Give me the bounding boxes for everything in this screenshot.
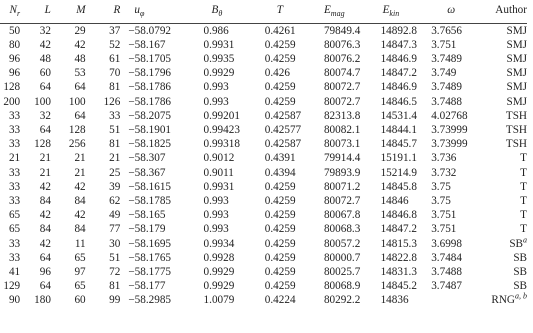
table-cell: 42	[39, 180, 51, 193]
table-cell: 3.73999	[431, 138, 468, 151]
table-row	[0, 194, 527, 208]
column-header-label: B	[211, 4, 219, 16]
table-cell: 80072.7	[323, 194, 361, 207]
author-label: SMJ	[506, 24, 527, 37]
table-cell: 33	[8, 138, 21, 151]
table-cell: 64	[39, 123, 51, 136]
table-cell: 81	[109, 138, 121, 151]
table-cell: −58.1705	[128, 52, 172, 65]
table-cell: 33	[8, 180, 21, 193]
results-table	[0, 3, 527, 308]
table-cell: 72	[109, 265, 121, 278]
table-row	[0, 137, 527, 151]
table-cell: 0.4259	[264, 95, 296, 108]
table-cell: 0.993	[203, 95, 229, 108]
table-cell: 48	[39, 52, 51, 65]
table-cell: 0.9012	[203, 152, 235, 165]
column-header	[20, 3, 51, 23]
table-cell: 0.99423	[203, 123, 240, 136]
table-cell: 21	[8, 152, 21, 165]
table-cell: 0.9931	[203, 38, 235, 51]
table-row	[0, 66, 527, 80]
table-cell: 0.9934	[203, 237, 235, 250]
table-cell: 29	[51, 23, 86, 38]
table-cell: 81	[109, 280, 121, 293]
table-cell: 51	[109, 123, 121, 136]
table-row	[0, 208, 527, 222]
table-cell: 42	[39, 237, 51, 250]
table-cell: 90	[8, 294, 21, 307]
table-cell: 0.426	[264, 67, 290, 80]
author-cell	[491, 265, 527, 279]
table-cell: 200	[3, 95, 21, 108]
table-cell: 79849.4	[324, 23, 375, 38]
table-cell: 0.4259	[264, 223, 296, 236]
column-header-subscript: θ	[218, 9, 223, 19]
table-row	[0, 80, 527, 94]
table-cell: 0.42577	[264, 123, 302, 136]
table-cell: 14846.9	[380, 81, 417, 94]
table-cell: 256	[68, 138, 86, 151]
table-cell: 80072.7	[323, 81, 361, 94]
author-label: T	[520, 152, 527, 165]
table-cell: −58.1796	[128, 67, 172, 80]
column-header	[261, 3, 324, 23]
table-cell: 65	[74, 280, 86, 293]
table-cell: 100	[34, 95, 51, 108]
footnote-marker: a, b	[515, 291, 527, 301]
table-cell: 96	[8, 52, 21, 65]
header-row	[0, 3, 527, 23]
table-cell: 50	[0, 23, 20, 38]
column-header-label: N	[9, 4, 18, 16]
column-header-subscript: φ	[139, 9, 145, 19]
table-cell: 0.9929	[203, 265, 235, 278]
table-cell: 84	[74, 194, 86, 207]
table-cell: −58.1901	[128, 123, 172, 136]
table-row	[0, 251, 527, 265]
table-cell: 79893.9	[323, 166, 361, 179]
author-cell	[491, 234, 527, 251]
table-cell: 0.9935	[203, 52, 235, 65]
table-cell: −58.179	[128, 223, 166, 236]
table-cell: −58.1615	[128, 180, 172, 193]
author-cell	[491, 180, 527, 194]
author-label: T	[520, 180, 527, 193]
table-cell: 0.42587	[264, 109, 302, 122]
author-cell	[491, 222, 527, 236]
author-label: SMJ	[506, 52, 527, 65]
table-cell: 3.6998	[431, 237, 462, 250]
table-row	[0, 52, 527, 66]
table-cell: 80076.3	[323, 38, 361, 51]
table-cell: 0.99318	[203, 138, 240, 151]
table-row	[0, 222, 527, 236]
table-cell: 3.7487	[431, 280, 462, 293]
column-header-subscript: mag	[330, 9, 345, 19]
table-cell: 3.7656	[431, 23, 491, 38]
table-cell: 180	[34, 294, 51, 307]
table-cell: −58.2075	[128, 109, 172, 122]
column-header-label: u	[134, 4, 140, 16]
table-cell: 128	[3, 81, 21, 94]
table-row	[0, 293, 527, 307]
table-cell: 21	[39, 166, 51, 179]
table-cell: 79914.4	[323, 152, 361, 165]
table-cell: 42	[39, 38, 51, 51]
table-cell: 65	[74, 251, 86, 264]
author-cell	[491, 151, 527, 165]
table-cell: 21	[109, 152, 121, 165]
table-cell: 52	[109, 38, 121, 51]
table-cell: −58.367	[128, 166, 166, 179]
table-row	[0, 123, 527, 137]
table-row	[0, 151, 527, 165]
table-cell: 0.9929	[203, 280, 235, 293]
table-cell: 64	[39, 81, 51, 94]
table-cell: 21	[39, 152, 51, 165]
table-cell: 60	[74, 294, 86, 307]
table-cell: 0.993	[203, 209, 229, 222]
table-cell: 53	[74, 67, 86, 80]
author-cell	[491, 251, 527, 265]
table-cell: 42	[74, 180, 86, 193]
column-header-label: Author	[495, 4, 527, 16]
table-cell: 97	[74, 265, 86, 278]
table-cell: 65	[8, 223, 21, 236]
table-cell: 0.4259	[264, 81, 296, 94]
author-cell	[491, 23, 527, 38]
table-cell: 80057.2	[323, 237, 361, 250]
table-cell: −58.0792	[120, 23, 201, 38]
author-cell	[491, 293, 527, 307]
table-cell: 0.4259	[264, 280, 296, 293]
table-cell: 100	[68, 95, 86, 108]
table-cell: 81	[109, 81, 121, 94]
author-cell	[491, 123, 527, 137]
table-cell: 99	[109, 294, 121, 307]
table-cell: 3.7488	[431, 95, 462, 108]
column-header-label: ω	[447, 4, 456, 16]
author-label: T	[520, 223, 527, 236]
table-cell: 80076.2	[323, 52, 361, 65]
table-cell: 0.4394	[264, 166, 296, 179]
table-cell: 0.9928	[203, 251, 235, 264]
column-header-label: M	[76, 4, 86, 16]
table-cell: 41	[8, 265, 21, 278]
column-header-label: E	[323, 4, 331, 16]
table-cell: 0.993	[203, 194, 229, 207]
table-cell: 33	[8, 194, 21, 207]
table-cell: 80292.2	[323, 294, 361, 307]
table-cell: 0.4259	[264, 265, 296, 278]
column-header	[86, 3, 121, 23]
table-cell	[431, 293, 491, 307]
table-cell: 33	[8, 251, 21, 264]
table-cell: 14847.2	[380, 67, 417, 80]
table-cell: 14846	[380, 194, 409, 207]
column-header-subscript: r	[17, 9, 21, 19]
table-row	[0, 95, 527, 109]
table-cell: 14815.3	[380, 237, 417, 250]
table-cell: 14845.2	[380, 280, 417, 293]
table-cell: 42	[74, 209, 86, 222]
table-cell: 0.4259	[264, 194, 296, 207]
table-cell: 126	[103, 95, 121, 108]
author-cell	[491, 194, 527, 208]
table-cell: 82313.8	[323, 109, 361, 122]
table-cell: 14845.8	[380, 180, 417, 193]
table-cell: 80072.7	[323, 95, 361, 108]
table-cell: 0.4391	[264, 152, 296, 165]
table-cell: 0.4259	[264, 209, 296, 222]
author-label: SMJ	[506, 67, 527, 80]
table-cell: 128	[34, 138, 51, 151]
author-label: SB	[509, 237, 523, 250]
author-label: SB	[513, 265, 527, 278]
table-row	[0, 38, 527, 52]
table-cell: 80068.9	[323, 280, 361, 293]
table-cell: 0.4259	[264, 237, 296, 250]
table-cell: 96	[8, 67, 21, 80]
author-label: T	[520, 194, 527, 207]
table-cell: −58.1825	[128, 138, 172, 151]
table-cell: 21	[74, 166, 86, 179]
table-row	[0, 279, 527, 293]
table-cell: 64	[39, 280, 51, 293]
table-cell: 3.751	[431, 38, 457, 51]
table-cell: 3.7489	[431, 52, 462, 65]
column-header	[120, 3, 201, 23]
table-cell: 39	[109, 180, 121, 193]
table-cell: 49	[109, 209, 121, 222]
table-cell: 32	[39, 109, 51, 122]
table-cell: 14846.5	[380, 95, 417, 108]
table-cell: 14847.2	[380, 223, 417, 236]
table-cell: 0.9929	[203, 67, 235, 80]
table-cell: 14831.3	[380, 265, 417, 278]
table-body	[0, 23, 527, 308]
table-cell: 3.7484	[431, 251, 462, 264]
table-cell: −58.177	[128, 280, 166, 293]
table-cell: 51	[109, 251, 121, 264]
table-cell: 1.0079	[203, 294, 235, 307]
table-cell: 14845.7	[380, 138, 417, 151]
table-cell: −58.1786	[128, 81, 172, 94]
table-cell: 14531.4	[380, 109, 417, 122]
table-cell: 77	[109, 223, 121, 236]
table-cell: 3.749	[431, 67, 457, 80]
table-cell: 42	[39, 209, 51, 222]
table-cell: 37	[86, 23, 121, 38]
table-cell: 80073.1	[323, 138, 361, 151]
table-cell: 33	[8, 109, 21, 122]
author-cell	[491, 80, 527, 94]
column-header-label: E	[382, 4, 390, 16]
table-cell: 15214.9	[380, 166, 417, 179]
table-cell: 64	[74, 81, 86, 94]
author-cell	[491, 95, 527, 109]
author-label: T	[520, 166, 527, 179]
table-cell: 0.4259	[264, 251, 296, 264]
author-cell	[491, 208, 527, 222]
table-row	[0, 166, 527, 180]
table-cell: 21	[74, 152, 86, 165]
table-cell: 0.986	[202, 23, 261, 38]
column-header-subscript: kin	[389, 9, 400, 19]
table-header	[0, 3, 527, 23]
table-row	[0, 237, 527, 251]
column-header	[0, 3, 20, 23]
table-cell: 65	[8, 209, 21, 222]
table-cell: 48	[74, 52, 86, 65]
table-cell: 14846.9	[380, 52, 417, 65]
author-label: SB	[513, 251, 527, 264]
table-cell: 80	[8, 38, 21, 51]
author-label: SMJ	[506, 95, 527, 108]
author-label: SMJ	[506, 81, 527, 94]
table-cell: 0.4259	[264, 38, 296, 51]
table-cell: 14846.8	[380, 209, 417, 222]
table-cell: 128	[68, 123, 86, 136]
table-cell: 33	[109, 109, 121, 122]
author-label: TSH	[505, 109, 527, 122]
author-label: SB	[513, 280, 527, 293]
author-cell	[491, 166, 527, 180]
table-cell: 14844.1	[380, 123, 417, 136]
table-cell: 4.02768	[431, 109, 468, 122]
table-cell: 14822.8	[380, 251, 417, 264]
table-cell: −58.1695	[128, 237, 172, 250]
author-cell	[491, 52, 527, 66]
table-cell: 80074.7	[323, 67, 361, 80]
table-cell: 3.7488	[431, 265, 462, 278]
author-cell	[491, 38, 527, 52]
author-cell	[491, 109, 527, 123]
table-cell: 0.99201	[203, 109, 240, 122]
table-row	[0, 23, 527, 38]
table-cell: 80000.7	[323, 251, 361, 264]
table-cell: −58.167	[128, 38, 166, 51]
table-cell: 80025.7	[323, 265, 361, 278]
table-cell: 64	[74, 109, 86, 122]
table-cell: 84	[74, 223, 86, 236]
table-cell: 14847.3	[380, 38, 417, 51]
table-cell: 3.751	[431, 223, 457, 236]
author-label: RNG	[491, 294, 515, 307]
column-header	[51, 3, 86, 23]
table-cell: 32	[20, 23, 51, 38]
table-cell: 80082.1	[323, 123, 361, 136]
table-cell: 84	[39, 223, 51, 236]
table-cell: 3.75	[431, 194, 451, 207]
table-cell: −58.1765	[128, 251, 172, 264]
table-cell: 33	[8, 237, 21, 250]
table-cell: 3.736	[431, 152, 457, 165]
table-cell: 80067.8	[323, 209, 361, 222]
table-cell: 84	[39, 194, 51, 207]
table-cell: 0.993	[203, 223, 229, 236]
table-cell: 14892.8	[375, 23, 432, 38]
table-cell: 42	[74, 38, 86, 51]
author-label: TSH	[505, 138, 527, 151]
table-cell: 61	[109, 52, 121, 65]
table-cell: −58.1786	[128, 95, 172, 108]
table-cell: 0.42587	[264, 138, 302, 151]
table-cell: 80071.2	[323, 180, 361, 193]
table-cell: 0.4259	[264, 52, 296, 65]
table-cell: 25	[109, 166, 121, 179]
table-cell: 3.732	[431, 166, 457, 179]
author-cell	[491, 66, 527, 80]
table-cell: −58.1775	[128, 265, 172, 278]
table-cell: 64	[39, 251, 51, 264]
table-cell: 70	[109, 67, 121, 80]
table-cell: 3.73999	[431, 123, 468, 136]
column-header	[324, 3, 375, 23]
table-cell: 15191.1	[380, 152, 417, 165]
column-header-label: R	[113, 4, 121, 16]
table-row	[0, 109, 527, 123]
table-cell: −58.1785	[128, 194, 172, 207]
table-cell: 0.4224	[264, 294, 296, 307]
table-cell: 0.9011	[203, 166, 234, 179]
table-cell: 33	[8, 123, 21, 136]
table-cell: 80068.3	[323, 223, 361, 236]
table-cell: 0.993	[203, 81, 229, 94]
table-cell: 3.75	[431, 180, 451, 193]
table-cell: 30	[109, 237, 121, 250]
table-cell: 33	[8, 166, 21, 179]
table-cell: 3.751	[431, 209, 457, 222]
table-cell: 11	[74, 237, 86, 250]
table-row	[0, 265, 527, 279]
column-header	[491, 3, 527, 23]
table-cell: −58.307	[128, 152, 166, 165]
author-label: SMJ	[506, 38, 527, 51]
column-header-label: L	[44, 4, 51, 16]
table-row	[0, 180, 527, 194]
column-header	[431, 3, 491, 23]
column-header-label: T	[276, 4, 283, 16]
table-cell: 60	[39, 67, 51, 80]
footnote-marker: a	[523, 234, 527, 244]
table-cell: 129	[3, 280, 21, 293]
table-cell: 0.9931	[203, 180, 235, 193]
table-cell: 3.7489	[431, 81, 462, 94]
table-cell: −58.165	[128, 209, 166, 222]
author-label: TSH	[505, 123, 527, 136]
author-cell	[491, 137, 527, 151]
column-header	[202, 3, 261, 23]
table-cell: −58.2985	[128, 294, 172, 307]
table-cell: 0.4259	[264, 180, 296, 193]
column-header	[375, 3, 432, 23]
table-cell: 0.4261	[261, 23, 324, 38]
table-cell: 96	[39, 265, 51, 278]
table-cell: 62	[109, 194, 121, 207]
table-cell: 14836	[380, 294, 409, 307]
author-label: T	[520, 209, 527, 222]
